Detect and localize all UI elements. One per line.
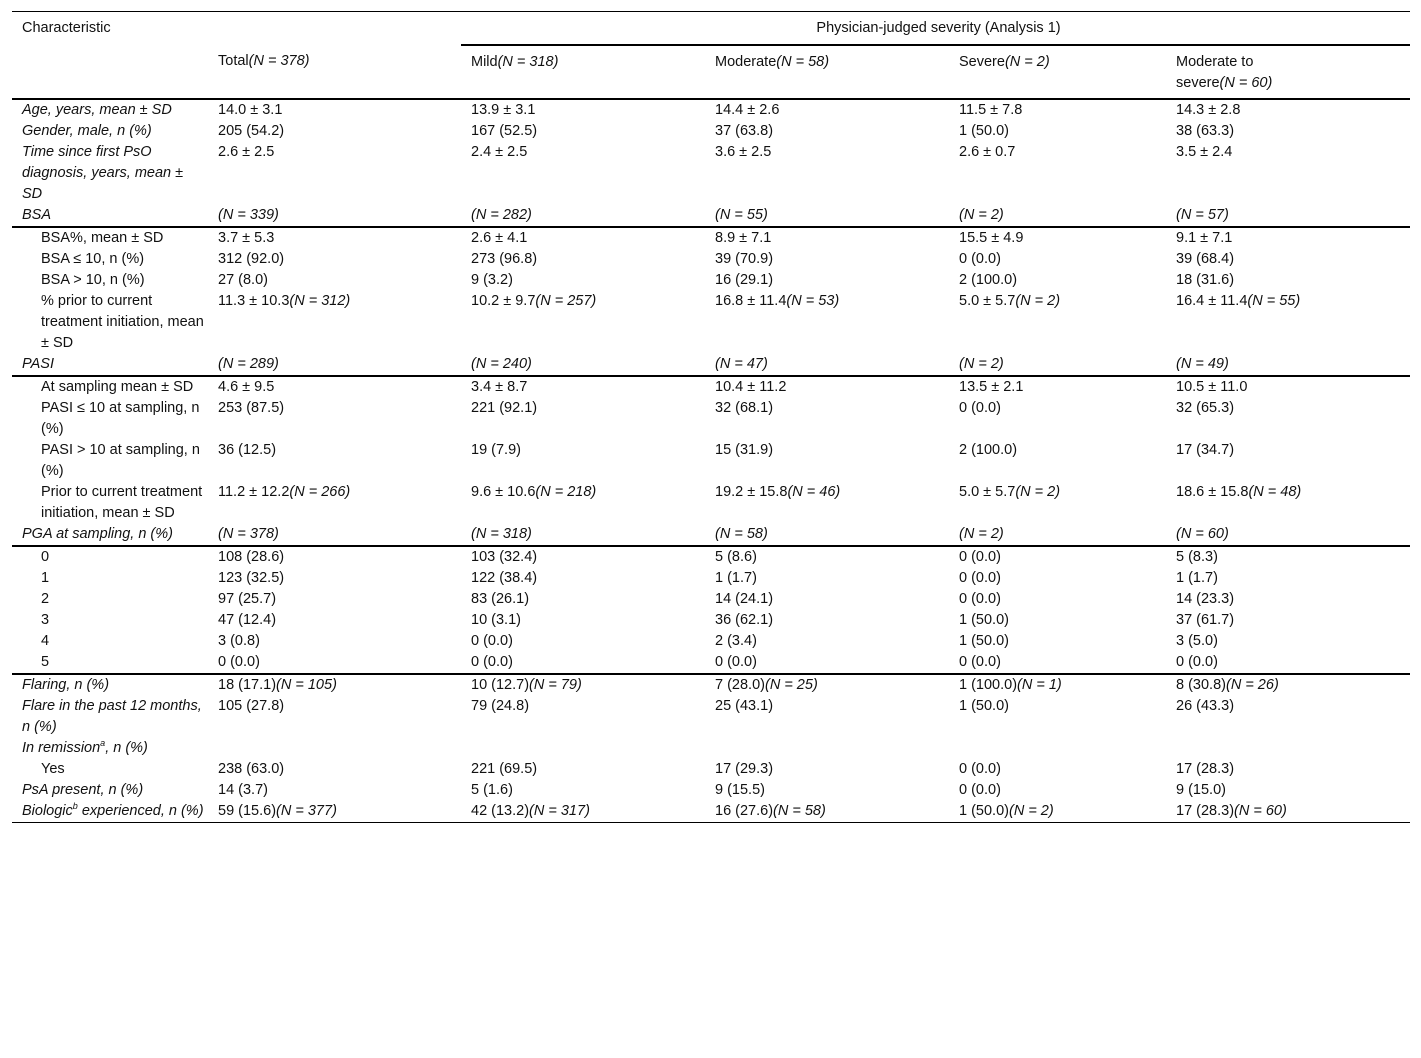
table-cell: 39 (68.4) [1176,251,1235,267]
table-cell: 11.3 ± 10.3(N = 312) [218,293,351,309]
table-row [12,546,1410,568]
table-cell [461,738,705,759]
table-row [12,696,1410,738]
row-label: In remission$^a$, n (%) [22,738,148,756]
table-cell: 0 (0.0) [959,761,1001,777]
table-cell: 3.7 ± 5.3 [218,230,275,246]
table-cell: 1 (100.0)(N = 1) [959,677,1062,693]
table-cell: 3 (5.0) [1176,633,1218,649]
table-cell: 14.0 ± 3.1 [218,102,283,118]
table-row [12,99,1410,121]
table-body [12,99,1410,823]
row-label: Prior to current treatment initiation, mean ± SD [41,484,207,521]
table-cell: 25 (43.1) [715,698,774,714]
table-row [12,652,1410,674]
table-row [12,227,1410,249]
table-cell: 17 (34.7) [1176,442,1235,458]
table-cell: 123 (32.5) [218,570,285,586]
table-cell: 47 (12.4) [218,612,277,628]
table-row [12,759,1410,780]
table-cell: 5 (1.6) [471,782,513,798]
table-cell: (N = 58) [715,526,768,542]
table-cell: 37 (63.8) [715,123,774,139]
table-cell: 15.5 ± 4.9 [959,230,1024,246]
table-cell: 16.4 ± 11.4(N = 55) [1176,293,1301,309]
table-row [12,631,1410,652]
row-label: PASI [22,356,54,372]
table-cell: 5.0 ± 5.7(N = 2) [959,293,1061,309]
row-label: PGA at sampling, n (%) [22,526,173,542]
table-cell: 3.4 ± 8.7 [471,379,528,395]
table-cell: (N = 49) [1176,356,1229,372]
blank-header-cell [12,45,208,99]
table-cell: 2 (100.0) [959,442,1018,458]
table-cell: 17 (28.3) [1176,761,1235,777]
table-cell: (N = 2) [959,356,1004,372]
table-cell: 5 (8.6) [715,549,757,565]
table-cell: 103 (32.4) [471,549,538,565]
severity-group-header: Physician-judged severity (Analysis 1) [461,12,1410,46]
table-cell: 79 (24.8) [471,698,530,714]
row-label: Flare in the past 12 months, n (%) [22,698,206,735]
table-row [12,801,1410,823]
table-cell: 9.1 ± 7.1 [1176,230,1233,246]
table-cell: 0 (0.0) [471,633,513,649]
table-cell: 5 (8.3) [1176,549,1218,565]
table-cell: 18.6 ± 15.8(N = 48) [1176,484,1302,500]
table-row [12,610,1410,631]
table-cell: 16 (27.6)(N = 58) [715,803,826,819]
table-cell: 167 (52.5) [471,123,538,139]
row-label: Flaring, n (%) [22,677,110,693]
table-cell: 59 (15.6)(N = 377) [218,803,337,819]
table-row [12,780,1410,801]
header-row-group [12,12,1410,46]
table-cell: 5.0 ± 5.7(N = 2) [959,484,1061,500]
table-row [12,568,1410,589]
table-cell: 83 (26.1) [471,591,530,607]
table-cell: 122 (38.4) [471,570,538,586]
row-label: PsA present, n (%) [22,782,144,798]
table-cell: 253 (87.5) [218,400,285,416]
table-row [12,674,1410,696]
table-cell: 1 (1.7) [1176,570,1218,586]
table-cell: (N = 57) [1176,207,1229,223]
table-cell: 27 (8.0) [218,272,268,288]
table-cell: 2.6 ± 0.7 [959,144,1016,160]
table-cell: 16 (29.1) [715,272,774,288]
table-cell: (N = 47) [715,356,768,372]
column-header-moderate-to-severe: Moderate to severe(N = 60) [1176,54,1273,91]
table-cell: 1 (50.0) [959,123,1009,139]
table-cell: 7 (28.0)(N = 25) [715,677,818,693]
table-row [12,354,1410,376]
table-cell [705,738,949,759]
table-row [12,738,1410,759]
table-cell: 36 (12.5) [218,442,277,458]
table-cell: (N = 378) [218,526,279,542]
table-cell: (N = 240) [471,356,532,372]
table-cell [949,738,1166,759]
row-label: Biologic$^b$ experienced, n (%) [22,801,204,819]
row-label: 2 [41,591,50,607]
table-cell: 1 (50.0)(N = 2) [959,803,1054,819]
table-cell: 2 (3.4) [715,633,757,649]
table-row [12,589,1410,610]
row-label: 1 [41,570,50,586]
table-cell: 0 (0.0) [959,782,1001,798]
row-label: PASI ≤ 10 at sampling, n (%) [41,400,204,437]
characteristics-table [12,11,1410,823]
table-cell: 38 (63.3) [1176,123,1235,139]
column-header-severe: Severe(N = 2) [959,54,1050,70]
table-cell [208,738,461,759]
table-cell: 14 (24.1) [715,591,774,607]
table-cell: 16.8 ± 11.4(N = 53) [715,293,840,309]
table-cell: 9 (15.5) [715,782,765,798]
table-cell: (N = 282) [471,207,532,223]
table-cell: 0 (0.0) [959,570,1001,586]
table-cell: 10 (12.7)(N = 79) [471,677,582,693]
table-cell: 2.6 ± 2.5 [218,144,275,160]
table-cell: 32 (65.3) [1176,400,1235,416]
table-cell: 0 (0.0) [959,400,1001,416]
table-cell: 97 (25.7) [218,591,277,607]
table-cell: 0 (0.0) [959,654,1001,670]
table-cell: 14.4 ± 2.6 [715,102,780,118]
table-cell: 205 (54.2) [218,123,285,139]
table-row [12,398,1410,440]
table-cell: 42 (13.2)(N = 317) [471,803,590,819]
table-cell: 18 (31.6) [1176,272,1235,288]
table-cell: 3.5 ± 2.4 [1176,144,1233,160]
table-cell: 19 (7.9) [471,442,521,458]
table-cell: 2 (100.0) [959,272,1018,288]
table-cell: 238 (63.0) [218,761,285,777]
table-cell: 3 (0.8) [218,633,260,649]
table-cell: 10.4 ± 11.2 [715,379,787,395]
column-header-mild: Mild(N = 318) [471,54,559,70]
table-cell: 4.6 ± 9.5 [218,379,275,395]
table-cell: 14 (23.3) [1176,591,1235,607]
table-row [12,440,1410,482]
table-cell: 8 (30.8)(N = 26) [1176,677,1279,693]
row-label: BSA [22,207,52,223]
row-label: % prior to current treatment initiation, mean ± SD [41,293,208,351]
column-header-total: Total(N = 378) [218,53,310,69]
table-row [12,205,1410,227]
table-row [12,270,1410,291]
table-cell: 39 (70.9) [715,251,774,267]
table-cell: 9 (3.2) [471,272,513,288]
row-label: Time since first PsO diagnosis, years, mean ± SD [22,144,188,202]
table-cell: 18 (17.1)(N = 105) [218,677,337,693]
table-cell: 37 (61.7) [1176,612,1235,628]
header-row-columns [12,45,1410,99]
row-label: Age, years, mean ± SD [22,102,172,118]
table-cell: 0 (0.0) [959,591,1001,607]
table-cell [1166,738,1410,759]
table-cell: 9 (15.0) [1176,782,1226,798]
table-cell: 3.6 ± 2.5 [715,144,772,160]
table-cell: 0 (0.0) [471,654,513,670]
row-label: At sampling mean ± SD [41,379,194,395]
table-cell: 1 (1.7) [715,570,757,586]
row-label: PASI > 10 at sampling, n (%) [41,442,204,479]
table-cell: 36 (62.1) [715,612,774,628]
table-cell: (N = 318) [471,526,532,542]
table-cell: 10 (3.1) [471,612,521,628]
row-label: Gender, male, n (%) [22,123,152,139]
table-cell: (N = 289) [218,356,279,372]
row-label: Yes [41,761,65,777]
table-row [12,376,1410,398]
table-cell: 108 (28.6) [218,549,285,565]
table-cell: 26 (43.3) [1176,698,1235,714]
table-cell: (N = 60) [1176,526,1229,542]
table-row [12,482,1410,524]
table-cell: 14 (3.7) [218,782,268,798]
table-cell: 221 (69.5) [471,761,538,777]
table-cell: 221 (92.1) [471,400,538,416]
table-cell: 8.9 ± 7.1 [715,230,772,246]
row-label: BSA ≤ 10, n (%) [41,251,145,267]
table-cell: (N = 2) [959,526,1004,542]
table-cell: 10.5 ± 11.0 [1176,379,1248,395]
table-cell: 10.2 ± 9.7(N = 257) [471,293,597,309]
table-row [12,142,1410,205]
table-cell: 9.6 ± 10.6(N = 218) [471,484,597,500]
table-cell: 15 (31.9) [715,442,774,458]
table-cell: 11.2 ± 12.2(N = 266) [218,484,351,500]
table-cell: 14.3 ± 2.8 [1176,102,1241,118]
table-row [12,121,1410,142]
table-row [12,249,1410,270]
table-cell: 2.4 ± 2.5 [471,144,528,160]
table-cell: 17 (28.3)(N = 60) [1176,803,1287,819]
row-label: 4 [41,633,50,649]
table-cell: (N = 55) [715,207,768,223]
row-label: 3 [41,612,50,628]
table-cell: 0 (0.0) [218,654,260,670]
table-cell: 2.6 ± 4.1 [471,230,528,246]
row-label: BSA > 10, n (%) [41,272,145,288]
table-cell: 0 (0.0) [1176,654,1218,670]
table-cell: 273 (96.8) [471,251,538,267]
row-label: 0 [41,549,50,565]
table-cell: 105 (27.8) [218,698,285,714]
characteristic-header: Characteristic [22,20,111,36]
table-cell: 0 (0.0) [959,251,1001,267]
table-cell: 13.9 ± 3.1 [471,102,536,118]
table-cell: 17 (29.3) [715,761,774,777]
table-cell: 0 (0.0) [959,549,1001,565]
table-cell: 312 (92.0) [218,251,285,267]
table-row [12,291,1410,354]
table-cell: 1 (50.0) [959,612,1009,628]
table-cell: 1 (50.0) [959,633,1009,649]
row-label: 5 [41,654,50,670]
table-cell: 13.5 ± 2.1 [959,379,1024,395]
table-row [12,524,1410,546]
blank-header-cell [208,12,461,46]
table-cell: (N = 339) [218,207,279,223]
table-cell: 1 (50.0) [959,698,1009,714]
column-header-moderate: Moderate(N = 58) [715,54,830,70]
table-cell: 19.2 ± 15.8(N = 46) [715,484,841,500]
row-label: BSA%, mean ± SD [41,230,164,246]
table-cell: 32 (68.1) [715,400,774,416]
table-cell: (N = 2) [959,207,1004,223]
table-cell: 11.5 ± 7.8 [959,102,1023,118]
table-cell: 0 (0.0) [715,654,757,670]
